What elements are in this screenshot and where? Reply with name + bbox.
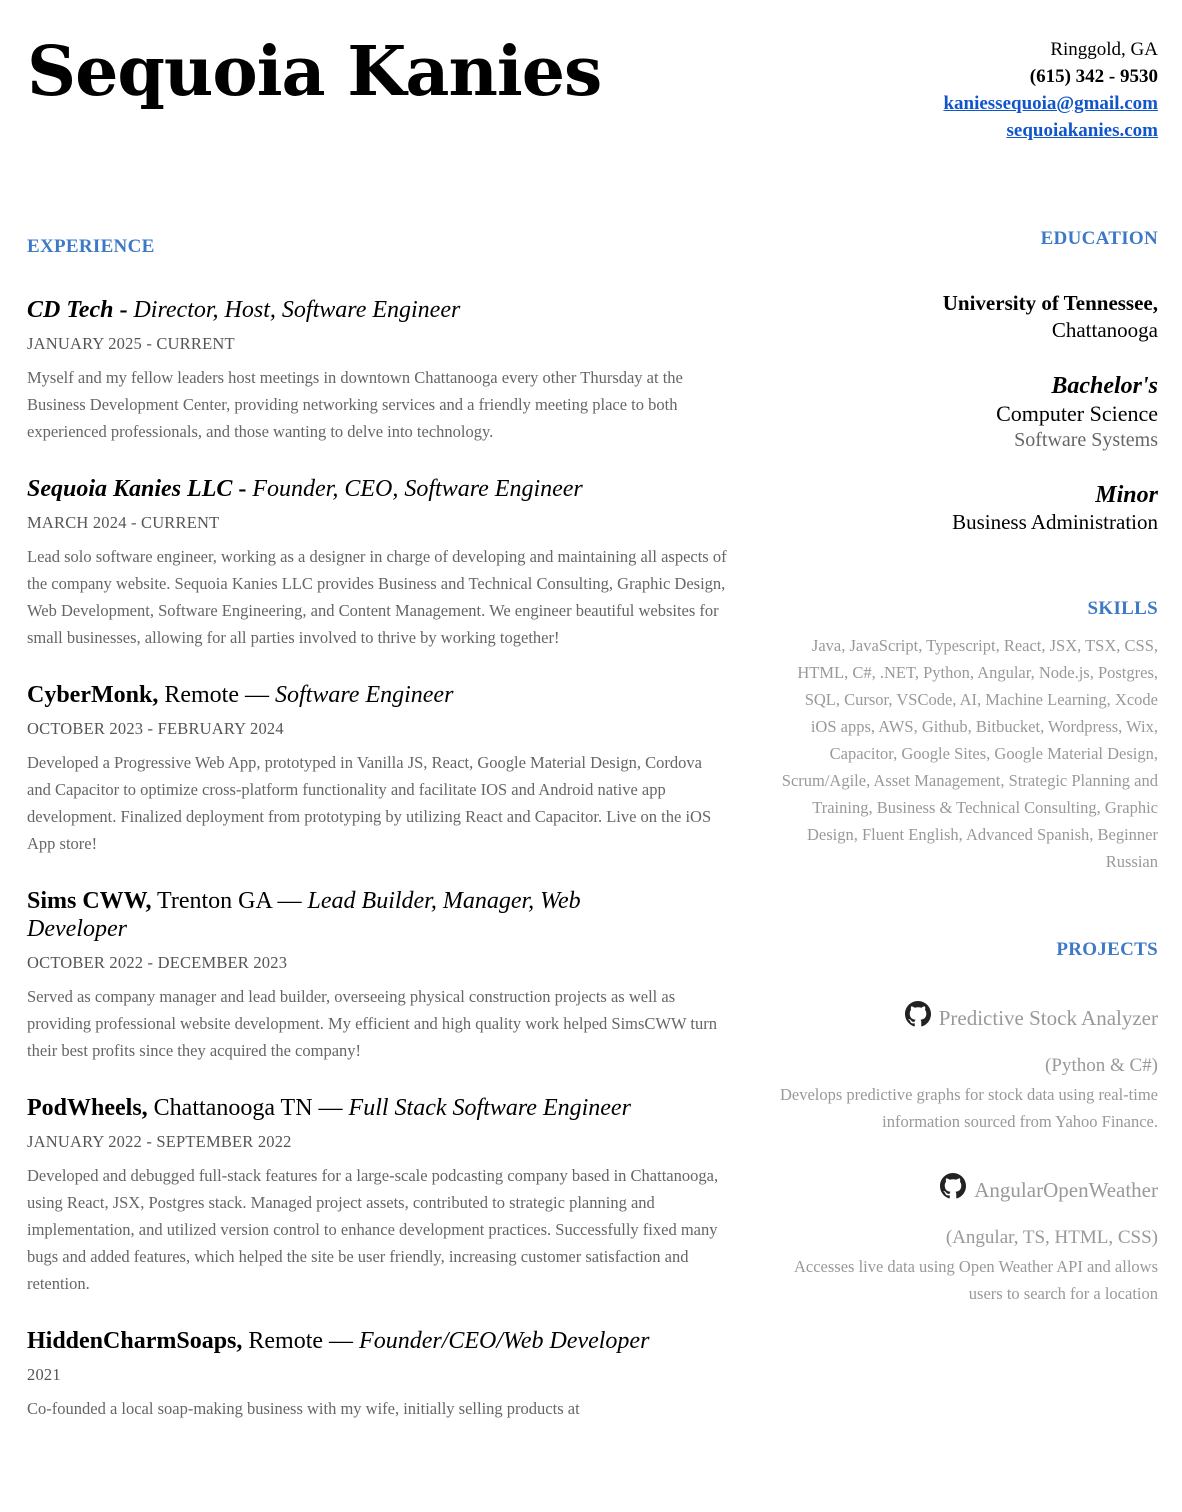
job-role: Full Stack Software Engineer — [348, 1095, 631, 1121]
job-entry — [27, 475, 727, 651]
job-header — [27, 296, 727, 324]
job-header — [27, 1327, 727, 1355]
job-role: Founder, CEO, Software Engineer — [252, 476, 583, 502]
experience-column — [27, 236, 727, 1452]
degree-label: Bachelor's — [1051, 373, 1158, 399]
job-description: Myself and my fellow leaders host meetings in downtown Chattanooga every other Thursday at the Business Development Center, providing networking services and a friendly meeting place to both experienced professionals, and those wanting to delve into technology. — [27, 368, 683, 441]
job-description: Lead solo software engineer, working as a designer in charge of developing and maintaining all aspects of the company website. Sequoia Kanies LLC provides Business and Technical Consulting, Graphic Design, Web Development, Software Engineering, and Content Management. We engineer beautiful websites for small businesses, allowing for all parties involved to thrive by working together! — [27, 547, 727, 647]
job-header — [27, 475, 727, 503]
job-dates: JANUARY 2022 - SEPTEMBER 2022 — [27, 1132, 292, 1151]
education-school — [778, 290, 1158, 317]
project-title[interactable] — [778, 1001, 1158, 1033]
school-campus: Chattanooga — [1051, 318, 1158, 342]
skills-list: Java, JavaScript, Typescript, React, JSX, TSX, CSS, HTML, C#, .NET, Python, Angular, Node.js, Postgres, SQL, Cursor, VSCode, AI, Machine Learning, Xcode iOS apps, AWS, Github, Bitbucket, Wordpress, Wix, Capacitor, Google Sites, Google Material Design, Scrum/Agile, Asset Management, Strategic Planning and Training, Business & Technical Consulting, Graphic Design, Fluent English, Advanced Spanish, Beginner Russian — [781, 636, 1158, 871]
job-description: Developed and debugged full-stack features for a large-scale podcasting company based in Chattanooga, using React, JSX, Postgres stack. Managed project assets, contributed to strategic planning and implementation, and utilized version control to enhance development practices. Successfully fixed many bugs and added features, which helped the site be user friendly, increasing customer satisfaction and retention. — [27, 1166, 719, 1293]
job-role: Founder/CEO/Web Developer — [359, 1328, 650, 1354]
job-header — [27, 1094, 727, 1122]
job-company: CD Tech — [27, 297, 114, 323]
job-location: Remote — — [242, 1328, 360, 1354]
job-company: Sequoia Kanies LLC — [27, 476, 233, 502]
job-dates: OCTOBER 2023 - FEBRUARY 2024 — [27, 719, 284, 738]
experience-heading: EXPERIENCE — [27, 236, 155, 257]
job-entry — [27, 681, 727, 857]
job-entry — [27, 1327, 727, 1422]
job-entry — [27, 887, 727, 1064]
job-company: PodWheels, — [27, 1095, 148, 1121]
job-description: Developed a Progressive Web App, prototyped in Vanilla JS, React, Google Material Design, Cordova and Capacitor to optimize cross-platform functionality and facilitate IOS and Android native app development. Finalized deployment from prototyping by utilizing React and Capacitor. Live on the iOS App store! — [27, 753, 712, 853]
contact-block — [943, 36, 1158, 144]
location: Ringgold, GA — [1050, 39, 1158, 60]
project-entry — [778, 1001, 1158, 1135]
job-entry — [27, 296, 727, 445]
job-description: Co-founded a local soap-making business with my wife, initially selling products at — [27, 1399, 580, 1418]
project-title[interactable] — [778, 1173, 1158, 1205]
job-separator: - — [232, 476, 253, 502]
job-dates: 2021 — [27, 1365, 61, 1384]
job-dates: MARCH 2024 - CURRENT — [27, 513, 220, 532]
project-description: Accesses live data using Open Weather API and allows users to search for a location — [793, 1257, 1158, 1303]
phone-number: (615) 342 - 9530 — [1029, 66, 1158, 87]
job-company: Sims CWW, — [27, 888, 152, 914]
job-company: HiddenCharmSoaps, — [27, 1328, 243, 1354]
resume-name: Sequoia Kanies — [27, 32, 602, 112]
projects-heading: PROJECTS — [1056, 939, 1158, 960]
job-company: CyberMonk, — [27, 682, 159, 708]
job-location: Chattanooga TN — — [147, 1095, 349, 1121]
job-role: Director, Host, Software Engineer — [133, 297, 461, 323]
website-link[interactable]: sequoiakanies.com — [1006, 120, 1158, 141]
job-description: Served as company manager and lead builder, overseeing physical construction projects as well as providing professional website development. My efficient and high quality work helped SimsCWW turn their best profits since they acquired the company! — [27, 987, 717, 1060]
education-heading: EDUCATION — [1040, 228, 1158, 249]
job-header — [27, 681, 727, 709]
project-tech: (Angular, TS, HTML, CSS) — [945, 1227, 1158, 1248]
project-name[interactable]: Predictive Stock Analyzer — [938, 1006, 1158, 1030]
job-entry — [27, 1094, 727, 1297]
job-header — [27, 887, 637, 943]
job-role: Lead Builder, Manager, Web Developer — [27, 888, 581, 942]
minor-label: Minor — [1095, 482, 1158, 508]
skills-heading: SKILLS — [1087, 598, 1158, 619]
job-role: Software Engineer — [275, 682, 454, 708]
sidebar-column — [778, 228, 1158, 1345]
job-separator: - — [113, 297, 134, 323]
job-dates: JANUARY 2025 - CURRENT — [27, 334, 235, 353]
job-dates: OCTOBER 2022 - DECEMBER 2023 — [27, 953, 288, 972]
project-name[interactable]: AngularOpenWeather — [974, 1178, 1158, 1202]
degree-major: Computer Science — [996, 401, 1158, 426]
degree-concentration: Software Systems — [1014, 429, 1158, 451]
project-entry — [778, 1173, 1158, 1307]
github-icon[interactable] — [905, 1001, 931, 1027]
minor-subject: Business Administration — [952, 510, 1158, 534]
job-location: Remote — — [158, 682, 275, 708]
school-name: University of Tennessee, — [942, 291, 1158, 315]
project-description: Develops predictive graphs for stock data using real-time information sourced from Yahoo Finance. — [779, 1085, 1158, 1131]
project-tech: (Python & C#) — [1045, 1055, 1158, 1076]
github-icon[interactable] — [940, 1173, 966, 1199]
job-location: Trenton GA — — [151, 888, 308, 914]
email-link[interactable]: kaniessequoia@gmail.com — [943, 93, 1158, 114]
